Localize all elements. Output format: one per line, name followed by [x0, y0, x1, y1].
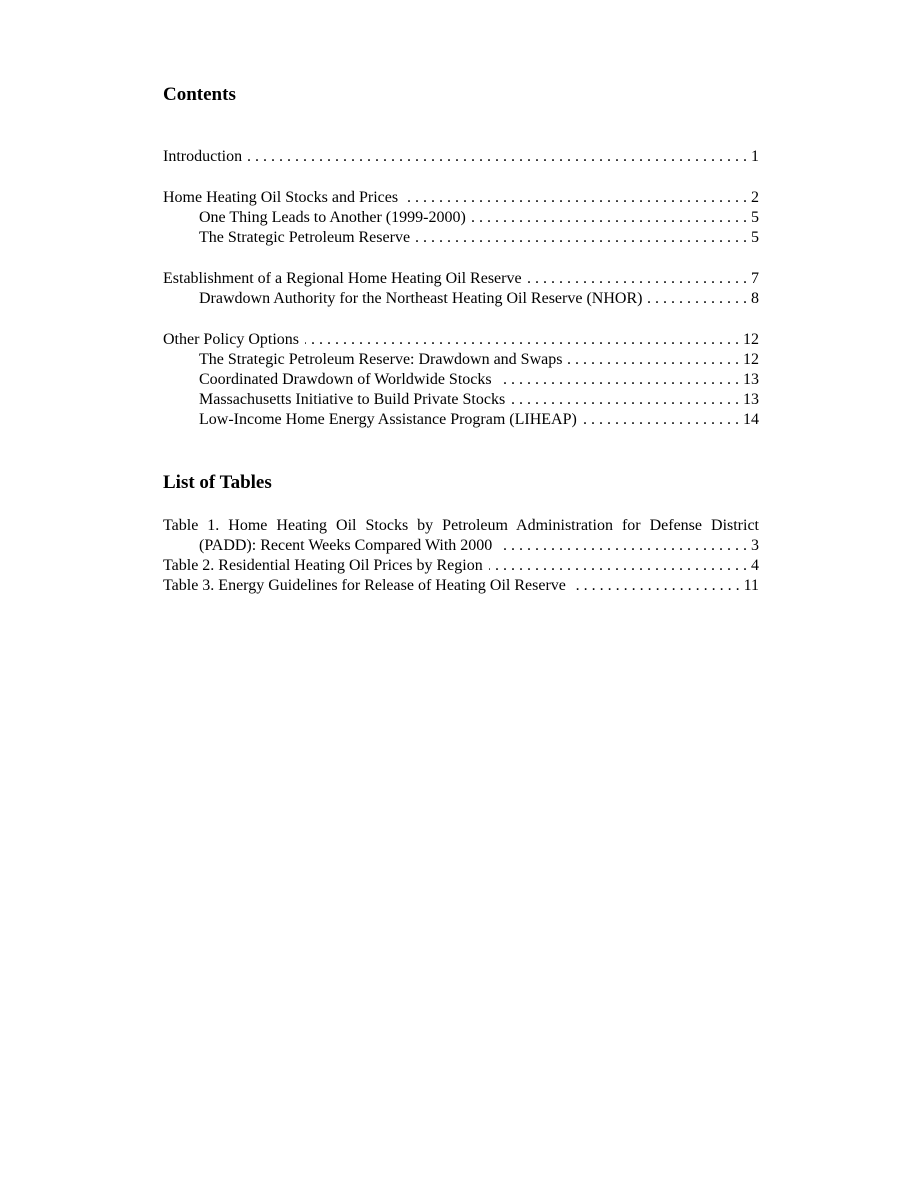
toc-entry-page: 8	[751, 290, 759, 307]
list-of-tables-heading: List of Tables	[163, 472, 272, 493]
table-entry[interactable]	[163, 556, 759, 576]
dot-leader	[572, 576, 740, 596]
toc-entry-label: Drawdown Authority for the Northeast Heating Oil Reserve (NHOR)	[199, 290, 643, 307]
dot-leader	[404, 188, 747, 208]
toc-entry-label: The Strategic Petroleum Reserve	[199, 229, 411, 246]
table-entry-page: 4	[751, 557, 759, 574]
toc-entry[interactable]	[163, 330, 759, 350]
dot-leader	[489, 556, 747, 576]
toc-entry-page: 13	[743, 391, 759, 408]
toc-entry-page: 5	[751, 229, 759, 246]
dot-leader	[305, 330, 739, 350]
dot-leader	[498, 536, 747, 556]
table-entry-page: 3	[751, 537, 759, 554]
dot-leader	[248, 147, 747, 167]
toc-subentry[interactable]	[199, 390, 759, 410]
table-entry-page: 11	[743, 577, 759, 594]
toc-entry-page: 14	[743, 411, 759, 428]
toc-entry-label: Massachusetts Initiative to Build Private Stocks	[199, 391, 506, 408]
dot-leader	[648, 289, 747, 309]
toc-entry-label: The Strategic Petroleum Reserve: Drawdown and Swaps	[199, 351, 563, 368]
dot-leader	[583, 410, 739, 430]
toc-entry-page: 1	[751, 148, 759, 165]
dot-leader	[528, 269, 747, 289]
dot-leader	[416, 228, 747, 248]
toc-entry-label: Introduction	[163, 148, 243, 165]
toc-entry-label: Home Heating Oil Stocks and Prices	[163, 189, 399, 206]
toc-entry-page: 12	[743, 331, 759, 348]
toc-entry[interactable]	[163, 147, 759, 167]
dot-leader	[568, 350, 739, 370]
table-entry-label: Table 2. Residential Heating Oil Prices by Region	[163, 557, 483, 574]
contents-heading: Contents	[163, 84, 236, 105]
toc-entry-page: 13	[743, 371, 759, 388]
toc-entry-page: 7	[751, 270, 759, 287]
toc-entry[interactable]	[163, 188, 759, 208]
toc-subentry[interactable]	[199, 350, 759, 370]
toc-subentry[interactable]	[199, 228, 759, 248]
toc-entry-page: 12	[743, 351, 759, 368]
toc-entry-page: 5	[751, 209, 759, 226]
table-entry[interactable]	[199, 536, 759, 556]
table-entry-label: Table 3. Energy Guidelines for Release of Heating Oil Reserve	[163, 577, 566, 594]
table-entry[interactable]	[163, 576, 759, 596]
toc-entry-label: Other Policy Options	[163, 331, 299, 348]
toc-subentry[interactable]	[199, 208, 759, 228]
toc-entry[interactable]	[163, 269, 759, 289]
toc-subentry[interactable]	[199, 289, 759, 309]
dot-leader	[498, 370, 739, 390]
toc-entry-label: One Thing Leads to Another (1999-2000)	[199, 209, 466, 226]
table-entry-line1[interactable]: Table 1. Home Heating Oil Stocks by Petroleum Administration for Defense District	[163, 517, 759, 534]
dot-leader	[472, 208, 747, 228]
toc-entry-label: Coordinated Drawdown of Worldwide Stocks	[199, 371, 492, 388]
table-entry-label: (PADD): Recent Weeks Compared With 2000	[199, 537, 493, 554]
toc-entry-label: Low-Income Home Energy Assistance Program (LIHEAP)	[199, 411, 577, 428]
toc-entry-page: 2	[751, 189, 759, 206]
dot-leader	[511, 390, 739, 410]
toc-entry-label: Establishment of a Regional Home Heating Oil Reserve	[163, 270, 522, 287]
toc-subentry[interactable]	[199, 370, 759, 390]
toc-subentry[interactable]	[199, 410, 759, 430]
